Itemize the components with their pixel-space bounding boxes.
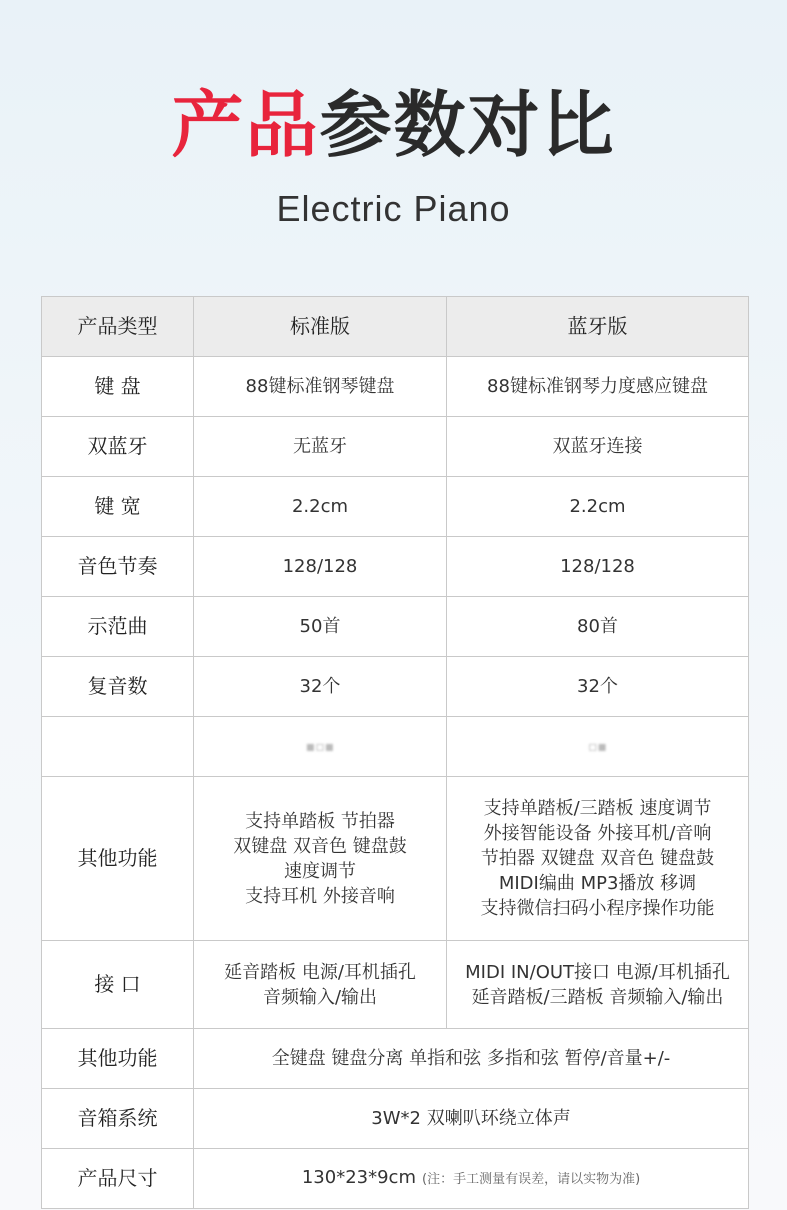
title-red: 产品 [171,83,320,167]
row-bluetooth: 双蓝牙连接 [447,417,749,477]
row-label: 音色节奏 [42,537,194,597]
row-standard [194,777,447,941]
header-standard: 标准版 [194,297,447,357]
page-subtitle: Electric Piano [276,188,511,229]
row-bluetooth [447,941,749,1029]
table-row [42,357,749,417]
line: MIDI编曲 MP3播放 移调 [498,873,697,894]
row-label: 音箱系统 [42,1089,194,1149]
table-row-blurred [42,717,749,777]
row-label: 接 口 [42,941,194,1029]
table-row [42,1089,749,1149]
blurred-text: ▫▪ [588,739,607,755]
row-label: 键 盘 [42,357,194,417]
line: 外接智能设备 外接耳机/音响 [483,823,712,844]
page-title [0,80,787,170]
table-row [42,537,749,597]
row-bluetooth: 88键标准钢琴力度感应键盘 [447,357,749,417]
table-header-row [42,297,749,357]
row-label: 其他功能 [42,1029,194,1089]
line: MIDI IN/OUT接口 电源/耳机插孔 [465,961,730,983]
line: 双键盘 双音色 键盘鼓 [233,835,407,857]
size-value: 130*23*9cm [301,1167,416,1188]
row-standard: 128/128 [194,537,447,597]
table-row [42,657,749,717]
table-row [42,1149,749,1209]
row-standard [194,941,447,1029]
row-standard: 88键标准钢琴键盘 [194,357,447,417]
table-row [42,417,749,477]
row-bluetooth: 32个 [447,657,749,717]
row-standard: 32个 [194,657,447,717]
line: 支持单踏板/三踏板 速度调节 [483,798,712,819]
table-row [42,477,749,537]
row-standard: 无蓝牙 [194,417,447,477]
line: 延音踏板/三踏板 音频输入/输出 [471,986,724,1008]
row-label: 键 宽 [42,477,194,537]
row-label: 其他功能 [42,777,194,941]
row-value [194,1149,749,1209]
row-standard: 50首 [194,597,447,657]
header-bluetooth: 蓝牙版 [447,297,749,357]
table-row [42,597,749,657]
line: 支持耳机 外接音响 [245,885,395,907]
row-standard: 2.2cm [194,477,447,537]
row-value: 全键盘 键盘分离 单指和弦 多指和弦 暂停/音量+/- [194,1029,749,1089]
row-label [42,717,194,777]
line: 支持微信扫码小程序操作功能 [480,898,715,919]
line: 节拍器 双键盘 双音色 键盘鼓 [480,848,715,869]
row-bluetooth: 80首 [447,597,749,657]
row-label: 产品尺寸 [42,1149,194,1209]
blurred-text: ▪▫▪ [305,739,335,755]
table-row-interface [42,941,749,1029]
line: 音频输入/输出 [262,986,378,1008]
row-value: 3W*2 双喇叭环绕立体声 [194,1089,749,1149]
title-dark: 参数对比 [319,83,616,167]
row-bluetooth: 128/128 [447,537,749,597]
line: 延音踏板 电源/耳机插孔 [224,961,416,983]
size-note: (注：手工测量有误差，请以实物为准) [422,1172,641,1187]
line: 支持单踏板 节拍器 [245,810,395,832]
row-bluetooth [447,777,749,941]
row-standard-blurred [194,717,447,777]
row-label: 示范曲 [42,597,194,657]
row-label: 复音数 [42,657,194,717]
header-label: 产品类型 [42,297,194,357]
table-row [42,1029,749,1089]
table-row-other-functions [42,777,749,941]
row-bluetooth: 2.2cm [447,477,749,537]
row-label: 双蓝牙 [42,417,194,477]
line: 速度调节 [284,860,356,882]
row-bluetooth-blurred [447,717,749,777]
spec-comparison-table [41,296,749,1209]
